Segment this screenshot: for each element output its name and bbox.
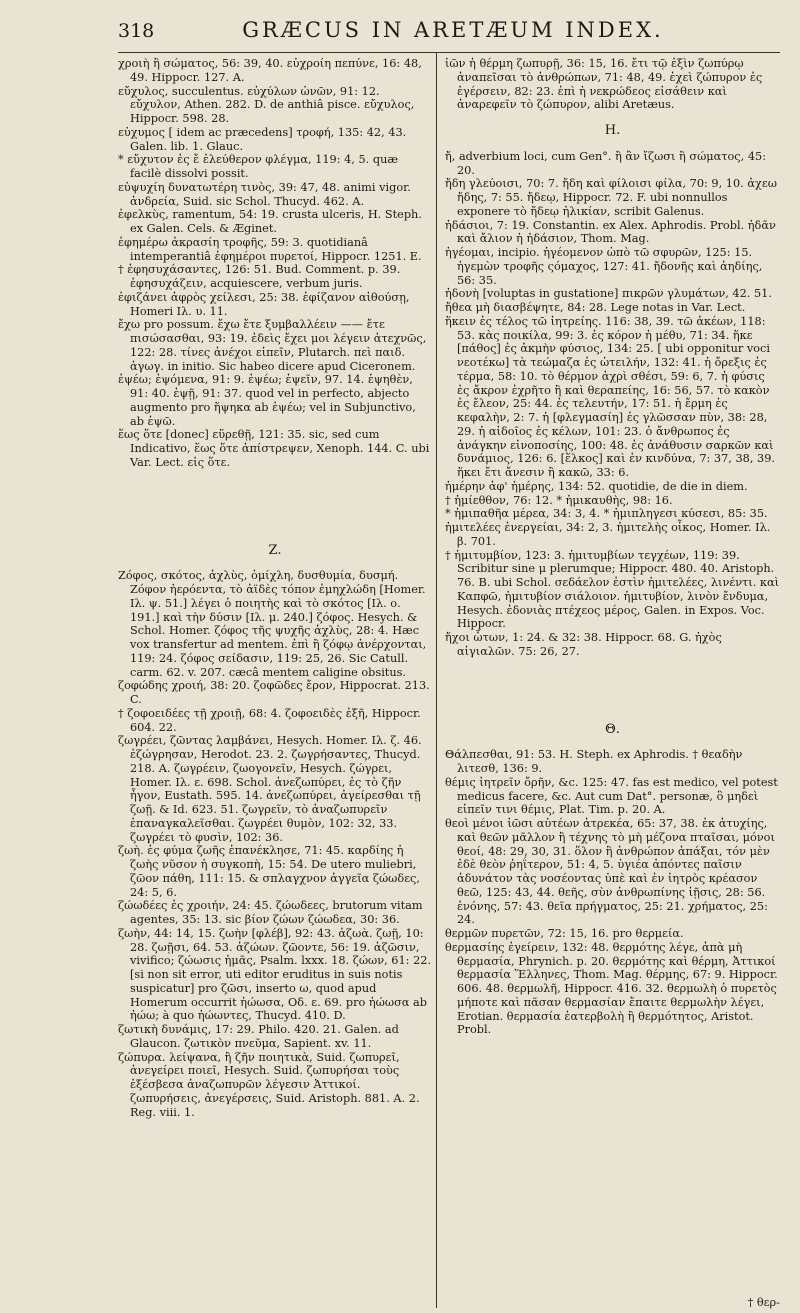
- section-letter-eta: H.: [604, 123, 621, 138]
- left-column: [118, 53, 436, 1308]
- section-spacer: [118, 470, 432, 532]
- index-entry: ζωὴν, 44: 14, 15. ζωὴν [φλέβ], 92: 43. ἀζωὰ. ζωῇ, 10: 28. ζωῇσι, 64. 53. ἀζώων. ζῶοντε, 56: 19. ἀζῶσιν, vivifico; ζώωσις ἡμᾶς, Psalm. lxxx. 18. ζώων, 61: 22. [si non sit error, uti editor eruditus in suis notis suspicatur] pro ζῶσι, inserto ω, quod apud Homerum occurrit ἠώωσα, Οδ. ε. 69. pro ἠώωσα ab ἠώω; à quo ἠώωντες, Thucyd. 410. D.: [118, 926, 432, 1023]
- index-entry: ἠδάσιοι, 7: 19. Constantin. ex Alex. Aphrodis. Probl. ἠδᾶν καὶ ἄλιον ἡ ἠδάσιον, Thom. Mag.: [445, 218, 776, 246]
- index-entry: ἡγέομαι, incipio. ἡγέομενον ὡπὸ τῶ σφυρῶν, 125: 15. ἡγεμὼν τροφῆς ςόμαχος, 127: 41. ἤδονῆς καὶ ἀηδίης, 56: 35.: [445, 246, 763, 287]
- page-number: 318: [118, 20, 155, 42]
- page-header: [118, 18, 780, 53]
- catchword: † θερ-: [747, 1296, 780, 1309]
- index-entry: † ἡμίεθθον, 76: 12. * ἡμικαυθὴς, 98: 16.: [445, 493, 673, 507]
- running-head: GRÆCUS IN ARETÆUM INDEX.: [242, 18, 664, 42]
- index-entry: ἤδη γλεύοισι, 70: 7. ἤδη καὶ φίλοισι φίλα, 70: 9, 10. ἀχεω ἤδης, 7: 55. ἤδεῳ, Hippocr. 72. F. ubi nonnullos exponere τὸ ἤδεῳ ἡλικίαν, scribit Galenus.: [445, 177, 777, 218]
- index-entry: ζωτικὴ δυνάμις, 17: 29. Philo. 420. 21. Galen. ad Glaucon. ζωτικὸν πνεῦμα, Sapient. xv. 11.: [118, 1023, 399, 1050]
- index-entry: θερμασίης ἐγείρειν, 132: 48. θερμότης λέγε, ἀπὰ μὴ θερμασία, Phrynich. p. 20. θερμότης καὶ θέρμη, Ἀττικοί θερμασία Ἕλληνες, Thom. Mag. θέρμης, 67: 9. Hippocr. 606. 48. θερμωλῆ, Hippocr. 416. 32. θερμωλὴ ὁ πυρετὸς μήποτε καὶ πᾶσαν θερμασίαν ἔπαιτε θερμωλὴν λέγει, Erotian. θερμασία ἐατερβολὴ ἢ θερμότητος, Aristot. Probl.: [445, 940, 778, 1037]
- section-letter-theta: Θ.: [605, 721, 620, 737]
- section-spacer: [445, 659, 780, 711]
- two-column-body: [118, 53, 780, 1308]
- index-entry-zophos: Ζόφος, σκότος, ἀχλὺς, ὀμίχλη, δυσθυμία, δυσμή. Ζόφον ἠερόεντα, τὸ ἀϊδὲς τόπον ἐμηχλώδη [Homer. Ιλ. ψ. 51.] λέγει ὁ ποιητὴς καὶ τὸ σκότος [Ιλ. ο. 191.] καὶ τὴν δύσιν [Ιλ. μ. 240.] ζόφος. Hesych. & Schol. Homer. ζόφος τῆς ψυχῆς ἀχλὺς, 28: 4. Hæc vox transfertur ad mentem. ἐπὶ ἢ ζόφῳ ἀνέρχονται, 119: 24. ζόφος σείδασιν, 119: 25, 26. Sic Catull. carm. 62. v. 207. cæcâ mentem caligine obsitus.: [118, 569, 427, 679]
- index-entry: θέμις ἰητρεῖν ὄρῆν, &c. 125: 47. fas est medico, vel potest medicus facere, &c. Aut cum Dat°. personæ, ὃ μηδεὶ εἰπεῖν τινι θέμις, Plat. Tim. p. 20. A.: [445, 775, 778, 817]
- index-entry: ἡμιτελέες ἐνεργείαι, 34: 2, 3. ἡμιτελὴς οἶκος, Homer. Ιλ. β. 701.: [445, 521, 771, 548]
- index-entry: ζοφώδης χροιή, 38: 20. ζοφῶδες ἔρον, Hippocrat. 213. C.: [118, 679, 430, 706]
- index-entry: ἕως ὅτε [donec] εὕρεθῇ, 121: 35. sic, sed cum Indicativo, ἕως ὅτε ἀπίστρεψεν, Xenoph. 144. C. ubi Var. Lect. εἰς ὅτε.: [118, 428, 430, 469]
- index-entry: ζωγρέει, ζῶντας λαμβάνει, Hesych. Homer. Ιλ. ζ. 46. ἐζώγρησαν, Herodot. 23. 2. ζωγρήσαντες, Thucyd. 218. A. ζωγρέειν, ζωογονεῖν, Hesych. ζώγρει, Homer. Ιλ. ε. 698. Schol. ἀνεζωπύρει, ἐς τὸ ζῆν ἦγον, Eustath. 595. 14. ἀνεζωπύρει, ἀγείρεσθαι τῇ ζωῇ. & Id. 623. 51. ζωγρεῖν, τὸ ἀναζωπυρεῖν ἐπαναγκαλεῖσθαι. ζωγρέει θυμὸν, 102: 32, 33. ζωγρέει τὸ φυσὶν, 102: 36.: [118, 734, 422, 844]
- index-entry: ἠδονὴ [voluptas in gustatione] πικρῶν γλυμάτων, 42. 51.: [445, 287, 772, 301]
- section-letter-z: Z.: [268, 542, 282, 558]
- right-column: [436, 53, 780, 1308]
- index-entry: * ἡμιπαθῆα μέρεα, 34: 3, 4. * ἡμιπληγεσι κύσεσι, 85: 35.: [445, 507, 768, 521]
- index-entry: ἤθεα μὴ διασβέψητε, 84: 28. Lege notas in Var. Lect.: [445, 301, 746, 314]
- index-entry: ἡμέρην ἀφ' ἡμέρης, 134: 52. quotidie, de die in diem.: [445, 479, 748, 493]
- index-entry: * εὔχυτον ἐς ἔ ἐλεύθερον φλέγμα, 119: 4, 5. quæ facilè dissolvi possit.: [118, 153, 398, 180]
- index-entry: ἤχοι ὦτων, 1: 24. & 32: 38. Hippocr. 68. G. ἠχὸς αἰγιαλῶν. 75: 26, 27.: [445, 631, 722, 658]
- index-entry-thalpesthai: Θάλπεσθαι, 91: 53. H. Steph. ex Aphrodis. † θεαδὴν λιτεσθ, 136: 9.: [445, 748, 743, 775]
- index-entry: θερμῶν πυρετῶν, 72: 15, 16. pro θερμεία.: [445, 927, 684, 940]
- index-entry: ζώπυρα. λείψανα, ἢ ζῆν ποιητικὰ, Suid. ζωπυρεῖ, ἀνεγείρει ποιεῖ, Hesych. Suid. ζωπυρήσαι τοὺς ἐξέσβεσα ἀναζωπυρῶν λέγεσιν Ἀττικοί. ζωπυρήσεις, ἀνεγέρσεις, Suid. Aristoph. 881. A. 2. Reg. viii. 1.: [118, 1050, 420, 1119]
- index-entry: εὐχυμος [ idem ac præcedens] τροφή, 135: 42, 43. Galen. lib. 1. Glauc.: [118, 125, 407, 153]
- index-entry: ἐφιζάνει ἀφρὸς χείλεσι, 25: 38. ἐφίζανον αἰθούσῃ, Homeri Ιλ. υ. 11.: [118, 290, 410, 318]
- index-entry: ἥκειν ἐς τέλος τῶ ἰητρείης. 116: 38, 39. τῶ ἀκέων, 118: 53. κὰς ποικίλα, 99: 3. ἐς κόρον ἡ μέθυ, 71: 34. ἥκε [πάθος] ἐς ἀκμὴν φύσιος, 134: 25. [ ubi opponitur voci νεοτέκω] τὰ τεώμαζα ἐς ὠτειλήν, 132: 41. ἡ ὄρεξις ἐς τέρμα, 58: 10. τὸ θέρμον ἀχρὶ σθέσι, 59: 6, 7. ἡ φύσις ἐς ἄκρον ἐχρῆτο ἢ καὶ θεραπείης, 16: 56, 57. τὸ κακὸν ἐς ἔλεον, 25: 44. ἐς τελευτήν, 17: 51. ἡ ἔρμη ἐς κεφαλὴν, 2: 7. ἡ [φλεγμασίη] ἐς γλῶσσαν πὺν, 38: 28, 29. ἡ αἰδοῖος ἐς κέλων, 101: 23. ὁ ἄνθρωπος ἐς ἀνάγκην εἰνοποσίης, 100: 48. ἐς ἀνάθυσιν σαρκῶν καὶ δυνάμιος, 126: 6. [ἕλκος] καὶ ἐν κινδύνα, 7: 37, 38, 39. ἥκει ἔτι ἄνεσιν ἢ κακῶ, 33: 6.: [445, 314, 775, 479]
- index-entry: ζώωδέες ἐς χροιήν, 24: 45. ζώωδεες, brutorum vitam agentes, 35: 13. sic βίον ζώων ζώωδεα, 30: 36.: [118, 899, 423, 926]
- index-entry: ζωὴ. ἐς φύμα ζωῆς ἐπανέκλησε, 71: 45. καρδίης ἡ ζωὴς νῦσον ἡ συγκοπὴ, 15: 54. De utero muliebri, ζῶον πάθη, 111: 15. & σπλαγχνον ἀγγεῖα ζώωδες, 24: 5, 6.: [118, 844, 420, 899]
- index-entry: ἐφημέρω ἀκρασίη τροφῆς, 59: 3. quotidianâ intemperantiâ ἐφημέροι πυρετοί, Hippocr. 1251. E.: [118, 235, 422, 263]
- index-entry: ἐψέω; ἑψόμενα, 91: 9. ἐψέω; ἑψεῖν, 97. 14. ἑψηθὲν, 91: 40. ἑψῇ, 91: 37. quod vel in perfecto, abjecto augmento pro ἥψηκα ab ἑψέω; vel in Subjunctivo, ab ἑψῶ.: [118, 373, 416, 428]
- index-entry: εὐψυχίη δυνατωτέρη τινὸς, 39: 47, 48. animi vigor. ἀνδρεία, Suid. sic Schol. Thucyd. 462. A.: [118, 180, 411, 208]
- index-entry: ἰῶν ἡ θέρμη ζωπυρῇ, 36: 15, 16. ἔτι τῷ ἐξὶν ζωπύρῳ ἀναπεῖσαι τὸ ἀνθρώπων, 71: 48, 49. ἐχεὶ ζώπυρον ἐς ἐγέρσειν, 82: 23. ἐπὶ ἡ νεκρώδεος εἰσάθειν καὶ ἀναρεφεῖν τὸ ζώπυρον, alibi Aretæus.: [445, 57, 763, 112]
- index-entry: θεοὶ μένοι ἰῶσι αὐτέων ἀτρεκέα, 65: 37, 38. ἐκ ἀτυχίης, καὶ θεῶν μᾶλλον ἢ τέχνης τὸ μὴ μέζονα πταῖσαι, μόνοι θεοί, 48: 29, 30, 31. ὅλον ἢ ἀνθρώπον ἀπάξαι, τόν μὲν ἐδὲ θεὸν ῥηΐτερον, 51: 4, 5. ὑγιέα ἀπόντες παῖσιν ἀδυνάτον τὰς νοσέοντας ὑπὲ καὶ ἐν ἰητρὸς κρέασον θεῶ, 125: 43, 44. θεῆς, σὺν ἀνθρωπίνης ἰῇσις, 28: 56. ἐνόνης, 57: 43. θεῖα πρήγματος, 25: 21. χρήματος, 25: 24.: [445, 817, 775, 927]
- index-entry: † ἐφησυχάσαντες, 126: 51. Bud. Comment. p. 39. ἐφησυχάζειν, acquiescere, verbum juris.: [118, 263, 401, 290]
- index-entry: ἤ, adverbium loci, cum Gen°. ἢ ἂν ἴζωσι ἢ σώματος, 45: 20.: [445, 149, 767, 177]
- index-entry: εὔχυλος, succulentus. εὐχύλων ὠνῶν, 91: 12. εὔχυλον, Athen. 282. D. de anthiâ pisce. εὔχυλος, Hippocr. 598. 28.: [118, 84, 415, 125]
- index-entry: ἐφελκὺς, ramentum, 54: 19. crusta ulceris, H. Steph. ex Galen. Cels. & Æginet.: [118, 208, 422, 235]
- index-entry: χροιὴ ἢ σώματος, 56: 39, 40. εὐχροίη πεπύνε, 16: 48, 49. Hippocr. 127. A.: [118, 57, 422, 84]
- index-entry: † ἡμιτυμβίον, 123: 3. ἡμιτυμβίων τεγχέων, 119: 39. Scribitur sine μ plerumque; Hippocr. 480. 40. Aristoph. 76. B. ubi Schol. σεδάελον ἐστὶν ἡμιτελέες, λινέντι. καὶ Καπφῶ, ἡμιτυβίον σιάλοιον. ἡμιτυβίον, λινὸν ἔνδυμα, Hesych. ἐδονιὰς πτέχεος μέρος, Galen. in Expos. Voc. Hippocr.: [445, 548, 780, 631]
- index-entry: ἔχω pro possum. ἔχω ἔτε ξυμβαλλέειν —— ἔτε πισώσασθαι, 93: 19. ἐδεὶς ἔχει μοι λέγειν ἀτεχνῶς, 122: 28. τίνες ἀνέχοι εἰπεῖν, Plutarch. πεὶ παιδ. ἀγωγ. in initio. Sic habeo dicere apud Ciceronem.: [118, 318, 427, 373]
- index-entry: † ζοφοειδέες τῇ χροιῇ, 68: 4. ζοφοειδὲς ἐξῆ, Hippocr. 604. 22.: [118, 706, 421, 734]
